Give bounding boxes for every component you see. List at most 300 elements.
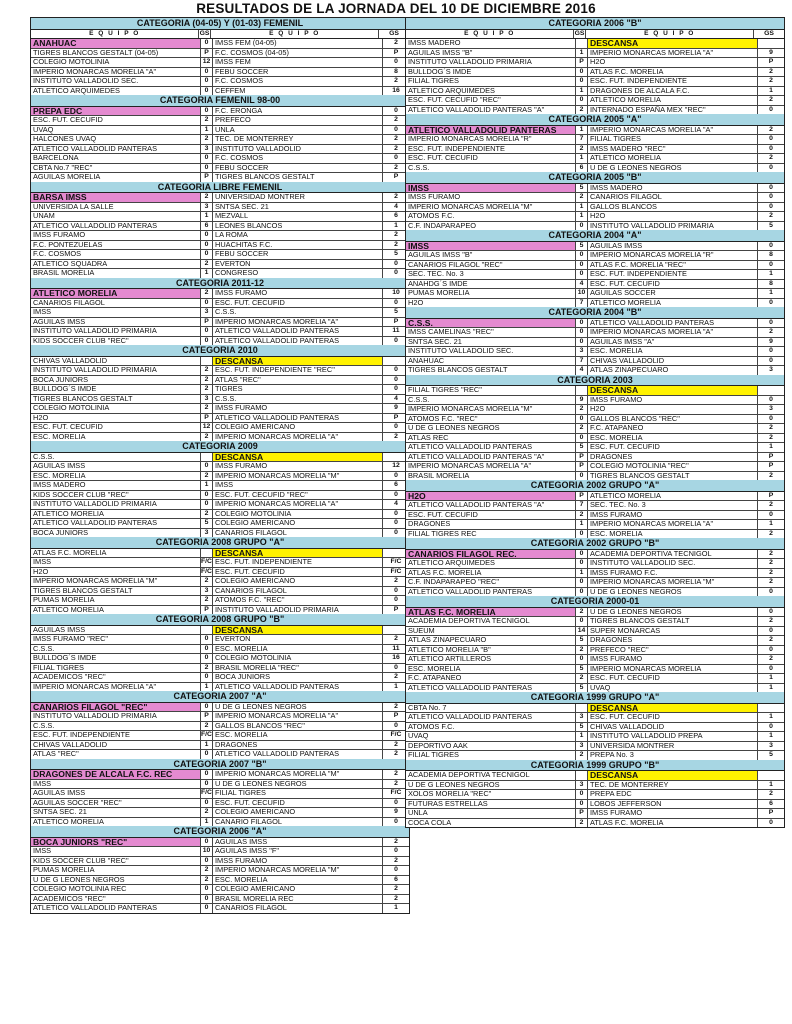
match-row xyxy=(31,250,409,260)
home-team: TIGRES BLANCOS GESTALT xyxy=(408,366,508,374)
match-row xyxy=(406,415,784,425)
away-score: 2 xyxy=(382,164,409,173)
home-team: UVAQ xyxy=(408,732,429,740)
home-score: 0 xyxy=(200,241,213,250)
home-score: 1 xyxy=(575,520,588,529)
home-team: KIDS SOCCER CLUB "REC" xyxy=(33,336,129,345)
home-team: H2O xyxy=(406,492,575,501)
home-score: 0 xyxy=(200,299,213,308)
away-score: 1 xyxy=(757,87,784,96)
away-team: DRAGONES xyxy=(215,740,258,749)
match-row xyxy=(406,193,784,203)
match-row xyxy=(31,596,409,606)
home-score: 2 xyxy=(200,376,213,385)
home-team: ATLETICO VALLADOLID PANTERAS xyxy=(408,587,533,596)
home-team: DRAGONES xyxy=(408,520,451,528)
away-score: 0 xyxy=(382,866,409,875)
home-team: ESC. FUT. INDEPENDIENTE xyxy=(408,144,505,153)
match-row xyxy=(31,39,409,49)
away-team: FILIAL TIGRES xyxy=(215,789,266,797)
match-row xyxy=(406,453,784,463)
match-row xyxy=(406,732,784,742)
home-score: 5 xyxy=(575,443,588,452)
match-row xyxy=(406,251,784,261)
home-team: H2O xyxy=(408,298,424,307)
away-team: ESC. FUT. CECUFID xyxy=(215,298,285,307)
home-team: AGUILAS MORELIA xyxy=(33,173,101,181)
away-team: INSTITUTO VALLADOLID SEC. xyxy=(590,559,696,567)
away-team: TEC. DE MONTERREY xyxy=(590,780,669,789)
match-row xyxy=(31,269,409,278)
home-score: 2 xyxy=(575,511,588,520)
home-team: IMSS MADERO xyxy=(33,481,86,489)
match-row xyxy=(31,500,409,510)
home-team: C.S.S. xyxy=(408,395,430,404)
home-score xyxy=(200,549,213,558)
home-team: INSTITUTO VALLADOLID PRIMARIA xyxy=(408,58,532,66)
home-team: IMSS xyxy=(406,242,575,251)
away-team: ATLETICO VALLADOLID PANTERAS xyxy=(215,327,340,335)
away-score: 2 xyxy=(382,780,409,789)
home-score: 1 xyxy=(200,269,213,278)
match-row xyxy=(31,462,409,472)
home-score: 2 xyxy=(200,260,213,269)
away-team: PREPA EDC xyxy=(590,790,632,798)
away-score: 4 xyxy=(382,500,409,509)
match-row xyxy=(406,386,784,396)
away-team: IMPERIO MONARCAS MORELIA "A" xyxy=(215,432,339,441)
away-team: GALLOS BLANCOS "REC" xyxy=(590,414,680,423)
match-row xyxy=(406,800,784,810)
home-team: ESC. FUT. INDEPENDIENTE xyxy=(33,731,130,739)
away-score: 0 xyxy=(382,385,409,394)
away-score: 5 xyxy=(757,751,784,760)
away-team: INSTITUTO VALLADOLID PRIMARIA xyxy=(215,605,339,614)
match-row xyxy=(406,39,784,49)
away-score: 0 xyxy=(382,376,409,385)
away-score: 0 xyxy=(757,396,784,405)
home-score: 5 xyxy=(200,519,213,528)
away-score: P xyxy=(757,58,784,67)
away-team: ATLETICO VALLADOLID PANTERAS xyxy=(215,682,340,691)
category-header: CATEGORIA 1999 GRUPO "B" xyxy=(406,760,784,772)
home-team: PREPA EDC xyxy=(31,107,200,116)
away-team: ATLETICO MORELIA xyxy=(590,154,661,162)
home-team: ESC. FUT. CECUFID xyxy=(33,116,103,124)
match-row xyxy=(406,434,784,444)
away-score: 2 xyxy=(757,77,784,86)
home-score: 2 xyxy=(575,608,588,617)
home-team: FILIAL TIGRES REC xyxy=(408,529,477,538)
home-score: 2 xyxy=(200,366,213,375)
away-score: 0 xyxy=(757,261,784,270)
away-score: 2 xyxy=(382,703,409,712)
match-row xyxy=(406,627,784,637)
away-team: U DE G LEONES NEGROS xyxy=(590,163,682,172)
away-team: UNLA xyxy=(215,125,235,134)
category-section xyxy=(31,182,409,278)
away-score: 1 xyxy=(757,443,784,452)
away-score: 0 xyxy=(757,723,784,732)
match-row xyxy=(31,895,409,905)
away-team: TIGRES BLANCOS GESTALT xyxy=(590,617,690,625)
home-score: 2 xyxy=(200,510,213,519)
home-score: 0 xyxy=(200,39,213,48)
home-score: 5 xyxy=(575,184,588,193)
away-team: F.C. COSMOS xyxy=(215,77,264,85)
away-team: SNTSA SEC. 21 xyxy=(215,202,269,211)
home-team: AGUILAS IMSS "B" xyxy=(408,251,473,259)
category-section xyxy=(31,278,409,346)
home-team: ATLETICO VALLADOLID PANTERAS xyxy=(33,904,158,912)
away-team: BOCA JUNIORS xyxy=(215,673,271,681)
home-score: 4 xyxy=(575,280,588,289)
home-team: CANARIOS FILAGOL REC. xyxy=(406,550,575,559)
home-team: INSTITUTO VALLADOLID PRIMARIA xyxy=(33,500,157,508)
home-score: 2 xyxy=(200,876,213,885)
home-score: 0 xyxy=(575,617,588,626)
away-score: 2 xyxy=(757,424,784,433)
home-score: 2 xyxy=(575,193,588,202)
home-team: ATOMOS F.C. "REC" xyxy=(408,414,478,423)
away-team: FEBU SOCCER xyxy=(215,250,269,258)
match-row xyxy=(31,327,409,337)
home-team: BOCA JUNIORS xyxy=(33,528,89,537)
home-score: 0 xyxy=(575,338,588,347)
away-score xyxy=(757,39,784,48)
away-score: 0 xyxy=(382,818,409,827)
away-score: 2 xyxy=(757,68,784,77)
away-team: IMPERIO MONARCAS MORELIA "A" xyxy=(590,48,714,57)
home-score: 10 xyxy=(575,289,588,298)
home-team: ACADEMICOS "REC" xyxy=(33,673,106,681)
match-row xyxy=(406,289,784,299)
away-score: 0 xyxy=(382,519,409,528)
category-header: CATEGORIA 2011-12 xyxy=(31,278,409,290)
away-team: BRASIL MORELIA REC xyxy=(215,894,294,903)
away-score: P xyxy=(757,809,784,818)
away-score: 0 xyxy=(382,423,409,432)
home-team: DRAGONES DE ALCALA F.C. REC xyxy=(31,770,200,779)
home-score: P xyxy=(575,462,588,471)
away-team: INSTITUTO VALLADOLID xyxy=(215,144,301,153)
match-row xyxy=(31,635,409,645)
home-team: AGUILAS IMSS "B" xyxy=(408,48,473,57)
home-team: IMPERIO MONARCAS MORELIA "M" xyxy=(408,405,533,413)
match-row xyxy=(406,154,784,164)
away-team: U DE G LEONES NEGROS xyxy=(215,702,307,711)
home-team: U DE G LEONES NEGROS xyxy=(33,875,125,884)
away-score: 1 xyxy=(382,904,409,913)
home-score: 1 xyxy=(200,126,213,135)
away-team: ATLAS F.C. MORELIA "REC" xyxy=(590,260,686,269)
match-row xyxy=(31,299,409,309)
home-team: ATLETICO VALLADOLID PANTERAS "A" xyxy=(408,452,545,461)
away-team: IMPERIO MONARCAS MORELIA "R" xyxy=(590,251,714,259)
away-score: 1 xyxy=(757,732,784,741)
away-team: IMPERIO MONARCAS MORELIA "A" xyxy=(215,500,339,508)
home-team: H2O xyxy=(33,567,49,576)
home-score: F/C xyxy=(201,731,212,738)
home-score: P xyxy=(575,453,588,462)
away-score: 11 xyxy=(382,645,409,654)
away-score: 0 xyxy=(382,529,409,538)
match-row xyxy=(31,222,409,232)
home-score: P xyxy=(200,49,213,58)
home-score: 1 xyxy=(200,741,213,750)
away-team: COLEGIO AMERICANO xyxy=(215,423,296,431)
away-score: 0 xyxy=(382,299,409,308)
home-team: ESC. FUT. CECUFID "REC" xyxy=(408,96,501,104)
away-score: F/C xyxy=(382,568,409,577)
away-score: 9 xyxy=(757,49,784,58)
home-team: TIGRES BLANCOS GESTALT xyxy=(33,394,133,403)
home-score: 6 xyxy=(575,164,588,173)
score-column-header: GS xyxy=(199,29,210,37)
category-section xyxy=(31,18,409,95)
match-row xyxy=(31,568,409,578)
rest-label: DESCANSA xyxy=(588,704,757,713)
home-team: BRASIL MORELIA xyxy=(408,471,470,480)
home-score: 1 xyxy=(200,481,213,490)
away-team: DRAGONES DE ALCALA F.C. xyxy=(590,86,690,95)
away-team: IMSS MADERO xyxy=(590,183,643,192)
home-team: COLEGIO MOTOLINIA xyxy=(33,404,110,412)
home-team: ATLAS "REC" xyxy=(33,750,79,758)
home-team: IMPERIO MONARCAS MORELIA "M" xyxy=(408,202,533,211)
home-score: 0 xyxy=(575,530,588,539)
home-score: 0 xyxy=(575,790,588,799)
away-score: 2 xyxy=(757,790,784,799)
home-score: 0 xyxy=(575,578,588,587)
match-row xyxy=(31,68,409,78)
home-score: 2 xyxy=(200,433,213,442)
away-score: 2 xyxy=(382,770,409,779)
home-team: C.S.S. xyxy=(33,452,55,461)
category-header: CATEGORIA 2000-01 xyxy=(406,596,784,608)
home-score: 0 xyxy=(575,251,588,260)
home-score: 2 xyxy=(575,424,588,433)
away-score: 2 xyxy=(382,193,409,202)
match-row xyxy=(406,280,784,290)
match-row xyxy=(406,135,784,145)
home-team: ATLETICO ARQUIMEDES xyxy=(408,86,495,95)
match-row xyxy=(31,414,409,424)
home-score: 0 xyxy=(575,77,588,86)
match-row xyxy=(31,731,409,741)
home-team: AGUILAS SOCCER "REC" xyxy=(33,798,122,807)
match-row xyxy=(31,154,409,164)
home-score: 1 xyxy=(575,87,588,96)
away-score: 0 xyxy=(757,608,784,617)
home-team: AGUILAS IMSS xyxy=(33,625,86,634)
home-score: P xyxy=(200,173,213,182)
match-row xyxy=(406,819,784,828)
match-row xyxy=(31,818,409,827)
away-score: 2 xyxy=(382,145,409,154)
home-score: 0 xyxy=(200,107,213,116)
away-team: IMPERIO MONARCAS MORELIA xyxy=(590,664,702,673)
away-score: 1 xyxy=(757,289,784,298)
away-score: 9 xyxy=(382,808,409,817)
home-score: 0 xyxy=(575,415,588,424)
home-team: IMSS FURAMO xyxy=(33,231,86,239)
away-team: FEBU SOCCER xyxy=(215,163,269,172)
home-team: ESC. FUT. CECUFID xyxy=(408,154,478,162)
away-score: 2 xyxy=(757,434,784,443)
away-team: U DE G LEONES NEGROS xyxy=(215,779,307,788)
category-section xyxy=(31,759,409,827)
home-score: 1 xyxy=(575,212,588,221)
home-team: ATLAS F.C. MORELIA xyxy=(33,548,107,557)
match-row xyxy=(31,876,409,886)
away-score: P xyxy=(757,453,784,462)
home-team: ESC. FUT. CECUFID xyxy=(408,510,478,519)
home-score: 0 xyxy=(200,635,213,644)
home-score: 0 xyxy=(200,703,213,712)
away-team: IMSS FURAMO xyxy=(590,655,643,663)
match-row xyxy=(406,242,784,252)
home-team: ATLETICO VALLADOLID PANTERAS "A" xyxy=(408,501,545,509)
away-team: COLEGIO AMERICANO xyxy=(215,577,296,585)
home-score: 2 xyxy=(575,674,588,683)
away-score: 0 xyxy=(382,260,409,269)
away-team: IMPERIO MONARCAS MORELIA "A" xyxy=(215,317,339,326)
away-score: 0 xyxy=(382,491,409,500)
away-team: LEONES BLANCOS xyxy=(215,221,283,230)
away-team: ESC. FUT. CECUFID xyxy=(590,443,660,451)
away-team: UVAQ xyxy=(590,683,611,692)
home-score: 3 xyxy=(575,781,588,790)
match-row xyxy=(406,96,784,106)
home-score: 2 xyxy=(200,722,213,731)
home-score: 3 xyxy=(200,203,213,212)
away-score: 1 xyxy=(757,684,784,693)
away-team: H2O xyxy=(590,58,606,66)
match-row xyxy=(31,193,409,203)
home-team: BARSA IMSS xyxy=(31,193,200,202)
away-score: 3 xyxy=(757,742,784,751)
match-row xyxy=(31,857,409,867)
away-team: DRAGONES xyxy=(590,636,633,644)
home-score: 3 xyxy=(200,529,213,538)
match-row xyxy=(406,203,784,213)
home-score: 3 xyxy=(575,713,588,722)
away-score: P xyxy=(382,49,409,58)
home-score: 2 xyxy=(200,116,213,125)
match-row xyxy=(406,299,784,308)
match-row xyxy=(406,126,784,136)
away-team: EVERTON xyxy=(215,259,251,268)
match-row xyxy=(406,550,784,560)
home-team: ANAHUAC xyxy=(408,356,445,365)
away-score: P xyxy=(757,492,784,501)
home-team: ANAHDG´S IMDE xyxy=(408,279,468,288)
away-score: 0 xyxy=(757,106,784,115)
match-row xyxy=(31,87,409,96)
home-score: 1 xyxy=(575,569,588,578)
away-score: 0 xyxy=(757,347,784,356)
match-row xyxy=(31,357,409,367)
home-team: ATOMOS F.C. xyxy=(408,722,455,731)
match-row xyxy=(406,145,784,155)
home-team: ESC. MORELIA xyxy=(33,432,86,441)
home-score xyxy=(200,453,213,462)
home-score: 0 xyxy=(575,96,588,105)
away-score: 0 xyxy=(382,587,409,596)
home-team: PUMAS MORELIA xyxy=(33,596,95,604)
match-row xyxy=(31,529,409,538)
away-score: P xyxy=(382,606,409,615)
away-team: IMPERIO MONARCAS MORELIA "A" xyxy=(215,712,339,720)
home-score: 3 xyxy=(200,395,213,404)
rest-label: DESCANSA xyxy=(213,357,382,366)
home-team: UVAQ xyxy=(33,125,54,134)
away-team: ESC. MORELIA xyxy=(590,529,643,538)
away-score: 1 xyxy=(382,222,409,231)
match-row xyxy=(31,664,409,674)
away-score: 2 xyxy=(382,635,409,644)
category-header: CATEGORIA 2006 "A" xyxy=(31,826,409,838)
match-row xyxy=(406,751,784,760)
match-row xyxy=(406,357,784,367)
home-score: 2 xyxy=(200,808,213,817)
home-team: ATLETICO SQUADRA xyxy=(33,259,108,268)
away-team: AGUILAS IMSS "A" xyxy=(590,337,655,346)
category-section xyxy=(31,345,409,441)
away-team: U DE G LEONES NEGROS xyxy=(590,587,682,596)
match-row xyxy=(31,289,409,299)
category-header: CATEGORIA 2007 "A" xyxy=(31,691,409,703)
away-score: P xyxy=(382,173,409,182)
home-team: FUTURAS ESTRELLAS xyxy=(408,799,488,808)
match-row xyxy=(31,203,409,213)
away-team: IMSS MADERO "REC" xyxy=(590,144,666,153)
home-score: 0 xyxy=(200,231,213,240)
away-team: IMPERIO MONARCAS MORELIA "A" xyxy=(590,328,714,336)
away-team: IMPERIO MONARCAS MORELIA "M" xyxy=(215,866,340,874)
category-header: CATEGORIA 2005 "A" xyxy=(406,114,784,126)
away-team: IMSS FURAMO xyxy=(215,462,268,470)
away-score: 1 xyxy=(757,781,784,790)
away-team: C.S.S. xyxy=(215,308,237,316)
away-team: TIGRES xyxy=(215,385,243,393)
away-team: PREPA No. 3 xyxy=(590,751,634,759)
home-team: UNAM xyxy=(33,212,55,220)
home-team: IMSS CAMELINAS "REC" xyxy=(408,328,494,336)
away-team: IMPERIO MONARCAS MORELIA "A" xyxy=(590,520,714,528)
home-team: IMSS xyxy=(33,847,52,855)
category-header: CATEGORIA (04-05) Y (01-03) FEMENIL xyxy=(31,18,409,30)
home-team: IMSS xyxy=(33,779,52,788)
home-score: 2 xyxy=(575,751,588,760)
away-team: IMSS FEM xyxy=(215,58,251,66)
away-team: HUACHITAS F.C. xyxy=(215,240,273,249)
match-row xyxy=(406,588,784,597)
home-team: IMPERIO MONARCAS MORELIA "A" xyxy=(33,67,157,76)
away-team: COLEGIO AMERICANO xyxy=(215,885,296,893)
category-section xyxy=(406,18,784,114)
away-score: 2 xyxy=(757,655,784,664)
away-score: 1 xyxy=(757,713,784,722)
away-score: 0 xyxy=(757,164,784,173)
away-team: EVERTON xyxy=(215,635,251,643)
home-score: 1 xyxy=(200,683,213,692)
home-score: 0 xyxy=(200,904,213,913)
home-score: 0 xyxy=(575,472,588,481)
away-team: COLEGIO MOTOLINIA xyxy=(215,509,292,518)
away-score: 0 xyxy=(757,184,784,193)
